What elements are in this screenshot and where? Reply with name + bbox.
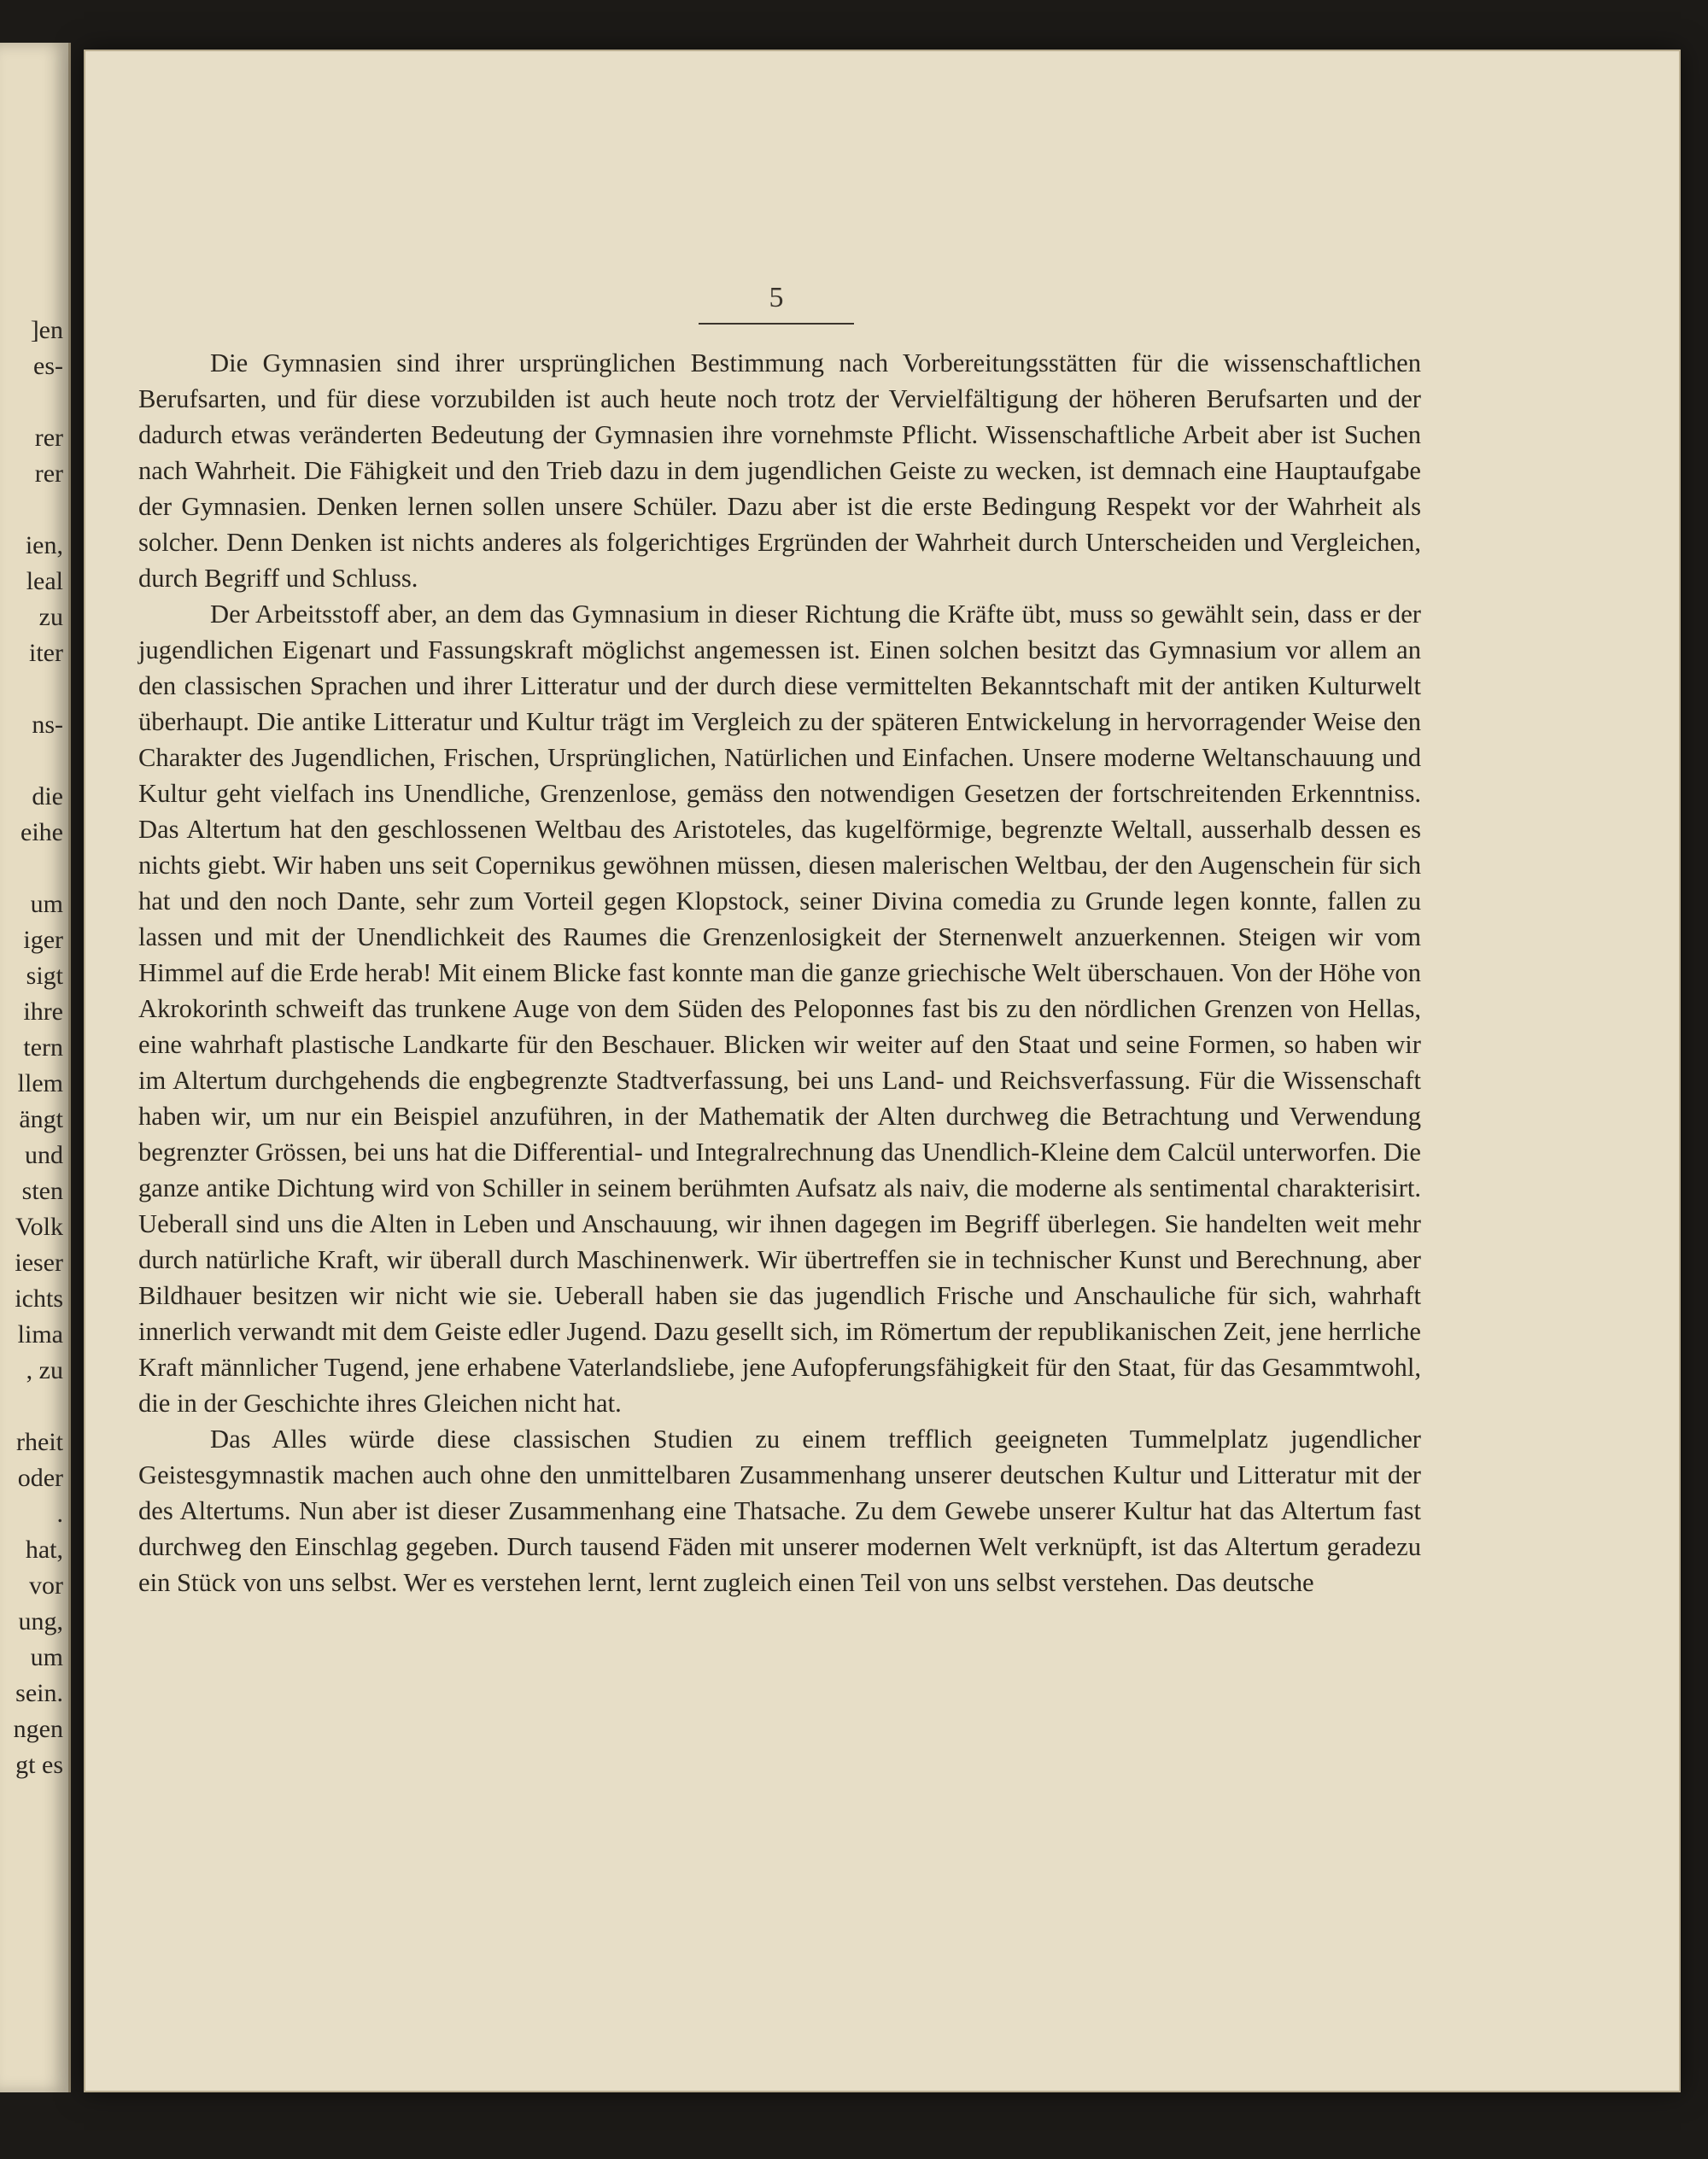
margin-fragment: rer (34, 459, 63, 488)
facing-page-edge (0, 43, 71, 2092)
margin-fragment: um (30, 1643, 63, 1671)
paragraph: Der Arbeitsstoff aber, an dem das Gymnasium in dieser Richtung die Kräfte übt, muss so gewählt sein, dass er der jugendlichen Eigenart und Fassungskraft möglichst angemessen ist. Einen solchen besitzt das Gymnasium vor allem an den classischen Sprachen und ihrer Litteratur und der durch diese vermittelten Bekanntschaft mit der antiken Kulturwelt überhaupt. Die antike Litteratur und Kultur trägt im Vergleich zu der späteren Entwickelung in hervorragender Weise den Charakter des Jugendlichen, Frischen, Ursprünglichen, Natürlichen und Einfachen. Unsere moderne Weltanschauung und Kultur geht vielfach ins Unendliche, Grenzenlose, gemäss den notwendigen Gesetzen der fortschreitenden Erkenntniss. Das Altertum hat den geschlossenen Weltbau des Aristoteles, das kugelförmige, begrenzte Weltall, ausserhalb dessen es nichts giebt. Wir haben uns seit Copernikus gewöhnen müssen, diesen malerischen Weltbau, der den Augenschein für sich hat und den noch Dante, sehr zum Vorteil gegen Klopstock, seiner Divina comedia zu Grunde legen konnte, fallen zu lassen und mit der Unendlichkeit des Raumes die Grenzenlosigkeit der Sternenwelt anzuerkennen. Steigen wir vom Himmel auf die Erde herab! Mit einem Blicke fast konnte man die ganze griechische Welt überschauen. Von der Höhe von Akrokorinth schweift das trunkene Auge von dem Süden des Peloponnes fast bis zu den nördlichen Grenzen von Hellas, eine wahrhaft plastische Landkarte für den Beschauer. Blicken wir weiter auf den Staat und seine Formen, so haben wir im Altertum durchgehends die engbegrenzte Stadtverfassung, bei uns Land- und Reichsverfassung. Für die Wissenschaft haben wir, um nur ein Beispiel anzuführen, in der Mathematik der Alten durchweg die Betrachtung und Verwendung begrenzter Grössen, bei uns hat die Differential- und Integralrechnung das Unendlich-Kleine dem Calcül unterworfen. Die ganze antike Dichtung wird von Schiller in seinem berühmten Aufsatz als naiv, die moderne als sentimental charakterisirt. Ueberall sind uns die Alten in Leben und Anschauung, wir ihnen dagegen im Begriff überlegen. Sie handelten weit mehr durch natürliche Kraft, wir überall durch Maschinenwerk. Wir übertreffen sie in technischer Kunst und Berechnung, aber Bildhauer besitzen wir nicht wie sie. Ueberall haben sie das jugendlich Frische und Anschauliche für sich, wahrhaft innerlich verwandt mit dem Geiste edler Jugend. Dazu gesellt sich, im Römertum der republikanischen Zeit, jene herrliche Kraft männlicher Tugend, jene erhabene Vaterlandsliebe, jene Aufopferungsfähigkeit für den Staat, für das Gesammtwohl, die in der Geschichte ihres Gleichen nicht hat. (138, 600, 1421, 1418)
paragraph: Die Gymnasien sind ihrer ursprünglichen Bestimmung nach Vorbereitungsstätten für die wissenschaftlichen Berufsarten, und für diese vorzubilden ist auch heute noch trotz der Vervielfältigung der höheren Berufsarten und der dadurch etwas veränderten Bedeutung der Gymnasien ihre vornehmste Pflicht. Wissenschaftliche Arbeit aber ist Suchen nach Wahrheit. Die Fähigkeit und den Trieb dazu in dem jugendlichen Geiste zu wecken, ist demnach eine Hauptaufgabe der Gymnasien. Denken lernen sollen unsere Schüler. Dazu aber ist die erste Bedingung Respekt vor der Wahrheit als solcher. Denn Denken ist nichts anderes als folgerichtiges Ergründen der Wahrheit durch Unterscheiden und Vergleichen, durch Begriff und Schluss. (138, 348, 1421, 593)
margin-fragment: ngen (13, 1715, 63, 1743)
margin-fragment: um (30, 890, 63, 918)
margin-fragment: sein. (15, 1679, 63, 1707)
margin-fragment: die (32, 782, 63, 810)
margin-fragment: hat, (25, 1536, 63, 1564)
margin-fragment: iger (23, 926, 63, 954)
margin-fragment: , zu (26, 1356, 63, 1384)
margin-fragment: ieser (15, 1249, 63, 1277)
paragraph: Das Alles würde diese classischen Studien zu einem trefflich geeigneten Tummelplatz jugendlicher Geistesgymnastik machen auch ohne den unmittelbaren Zusammenhang unserer deutschen Kultur und Litteratur mit der des Altertums. Nun aber ist dieser Zusammenhang eine Thatsache. Zu dem Gewebe unserer Kultur hat das Altertum fast durchweg den Einschlag gegeben. Durch tausend Fäden mit unserer modernen Welt verknüpft, ist das Altertum geradezu ein Stück von uns selbst. Wer es verstehen lernt, lernt zugleich einen Teil von uns selbst verstehen. Das deutsche (138, 1425, 1421, 1597)
body-text (138, 345, 1421, 1600)
margin-fragment: leal (26, 567, 63, 595)
book-page (84, 50, 1681, 2092)
page-number: 5 (699, 282, 854, 325)
margin-fragment: eihe (20, 818, 63, 846)
margin-fragment: zu (38, 603, 63, 631)
margin-fragment: Volk (15, 1213, 63, 1241)
margin-fragment: ängt (19, 1105, 63, 1133)
margin-fragment: iter (29, 639, 63, 667)
margin-fragment: . (56, 1500, 63, 1528)
margin-fragment: ichts (15, 1284, 63, 1313)
margin-fragment: ]en (30, 316, 63, 344)
margin-fragment: und (25, 1141, 63, 1169)
margin-fragment: sigt (26, 962, 63, 990)
margin-fragment: llem (17, 1069, 63, 1097)
margin-fragment: ien, (25, 531, 63, 559)
margin-fragment: tern (23, 1033, 63, 1062)
margin-fragment: ung, (18, 1607, 63, 1635)
margin-fragment: rheit (16, 1428, 63, 1456)
margin-fragment: vor (29, 1571, 63, 1600)
margin-fragment: oder (17, 1464, 63, 1492)
margin-fragment: gt es (15, 1751, 63, 1779)
margin-fragment: ihre (23, 998, 63, 1026)
margin-fragment: lima (17, 1320, 63, 1349)
margin-fragment: ns- (32, 711, 63, 739)
margin-fragment: sten (21, 1177, 63, 1205)
margin-fragment: rer (34, 424, 63, 452)
margin-fragment: es- (33, 352, 63, 380)
